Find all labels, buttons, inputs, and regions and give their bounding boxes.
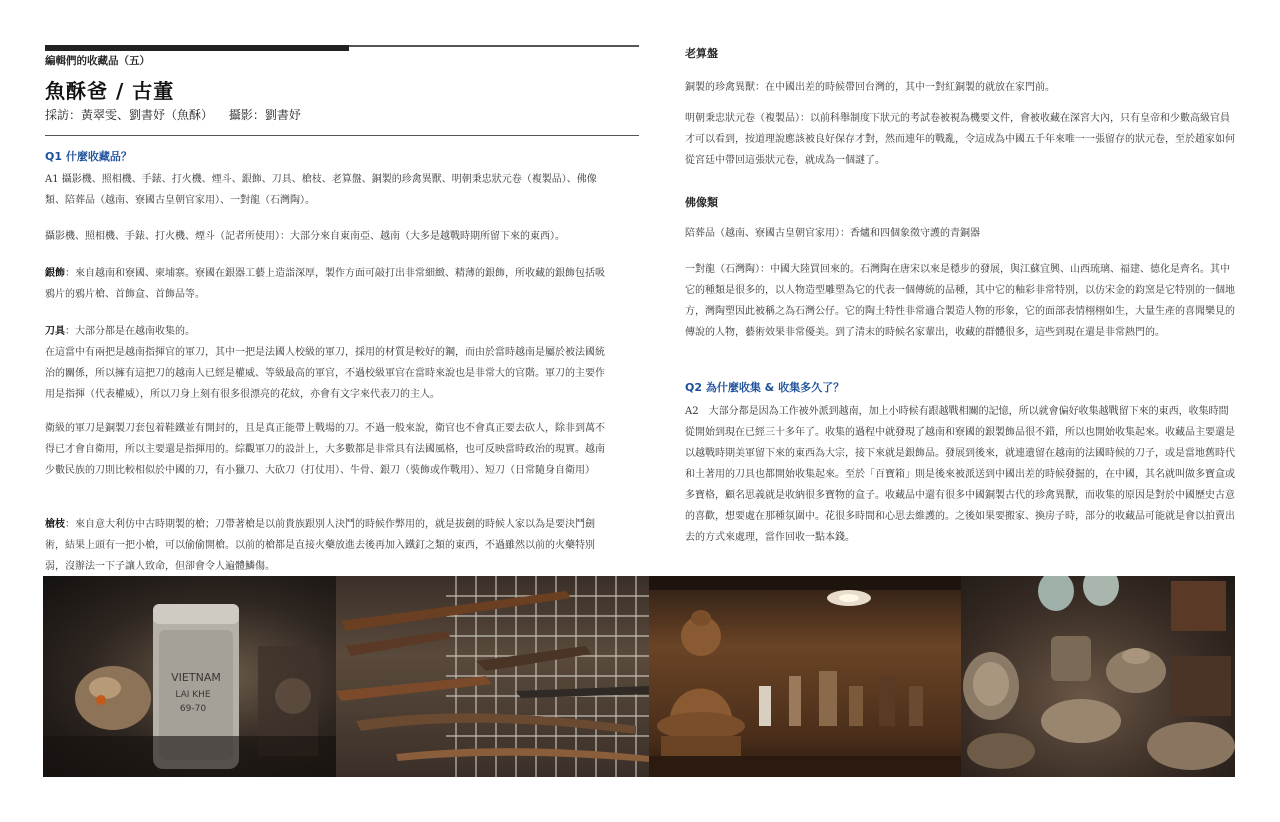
burial-paragraph: 陪葬品（越南、寮國古皇朝官家用）：香爐和四個象徵守護的青銅器	[685, 228, 980, 239]
top-rule-accent	[45, 45, 349, 51]
question-1: Q1 什麼收藏品？	[45, 150, 132, 163]
photo-weapons	[336, 576, 649, 777]
answer-2: A2 大部分都是因為工作被外派到越南，加上小時候有跟越戰相關的記憶，所以就會偏好收集越戰留下來的東西，收集時間從開始到現在已經三十多年了。收集的過程中就發現了越南和寮國的銀製飾品很不錯，所以也開始收集起來。收藏品主要還是以越戰時期美軍留下來的東西為大宗，接下來就是銀飾品。發展到後來，就連遺留在越南的法國時候的刀子，或是當地舊時代和土著用的刀具也都開始收集起來。至於「百寶箱」則是後來被派送到中國出差的時候發掘的，在中國，其名就叫做多寶盒或多寶格，顧名思義就是收納很多寶物的盒子。收藏品中還有很多中國銅製古代的珍禽異獸，而收集的原因是對於中國歷史古意的喜歡，想要處在那種氛圍中。花很多時間和心思去維護的。之後如果要搬家、換房子時，部分的收藏品可能就是會以拍賣出去的方式來處理，當作回收一點本錢。	[685, 406, 1235, 543]
lighter-engraving-1: VIETNAM	[171, 671, 221, 684]
page-title: 魚酥爸 / 古董	[45, 79, 175, 103]
title-divider	[45, 135, 639, 136]
lighter-illustration	[43, 576, 336, 777]
weapons-illustration	[336, 576, 649, 777]
buddha-heading: 佛像類	[685, 196, 718, 209]
silver-text: ：來自越南和寮國、柬埔寨。寮國在銀器工藝上造詣深厚，製作方面可敲打出非常細緻、精薄的銀飾，所收藏的銀飾包括吸鴉片的鴉片槍、首飾盒、首飾品等。	[45, 268, 605, 300]
knife-paragraph-2: 在這當中有兩把是越南指揮官的軍刀，其中一把是法國人校級的軍刀，採用的材質是較好的鋼，而由於當時越南是屬於被法國統治的關係，所以擁有這把刀的越南人已經是權威、等級最高的軍官，不過校級軍官在當時來說也是非常大的官階。軍刀的主要作用是指揮（代表權威），所以刀身上刻有很多很漂亮的花紋，亦會有文字來代表刀的主人。	[45, 347, 605, 400]
photo-buddha	[649, 576, 961, 777]
lighter-engraving-3: 69-70	[179, 704, 207, 714]
abacus-heading: 老算盤	[685, 47, 718, 60]
dragon-paragraph: 一對龍（石灣陶）：中國大陸買回來的。石灣陶在唐宋以來是穩步的發展，與江蘇宜興、山西琉璃、福建、德化是齊名。其中它的種類是很多的，以人物造型雕塑為它的代表一個傳統的品種，其中它的釉彩非常特別，以仿宋金的鈞窯是它特別的一個地方，灣陶塑因此被稱之為石灣公仔。它的陶土特性非常適合製造人物的形象，它的面部表情栩栩如生，大量生產的喜聞樂見的傳說的人物，藝術效果非常優美。到了清末的時候名家輩出，收藏的群體很多，這些到現在還是非常熱門的。	[685, 264, 1235, 338]
camera-paragraph: 攝影機、照相機、手錶、打火機、煙斗（記者所使用）：大部分來自東南亞、越南（大多是越戰時期所留下來的東西）。	[45, 231, 565, 242]
knife-paragraph	[45, 321, 605, 342]
byline-interview: 採訪：黃翠雯、劉書妤（魚酥）	[45, 108, 214, 122]
abacus-paragraph: 銅製的珍禽異獸：在中國出差的時候帶回台灣的，其中一對紅銅製的就放在家門前。	[685, 82, 1055, 93]
question-2: Q2 為什麼收集 & 收集多久了？	[685, 381, 845, 394]
silver-label: 銀飾	[45, 268, 65, 279]
answer-1: A1 攝影機、照相機、手錶、打火機、煙斗、銀飾、刀具、槍枝、老算盤、銅製的珍禽異獸、明朝秉忠狀元卷（複製品）、佛像類、陪葬品（越南、寮國古皇朝官家用）、一對龍（石灣陶）。	[45, 174, 597, 206]
knife-label: 刀具	[45, 326, 65, 337]
photo-lighter	[43, 576, 336, 777]
knife-text: ：大部分都是在越南收集的。	[65, 326, 195, 337]
knife-paragraph-3: 衛級的軍刀是銅製刀套包着鞋鐵並有開封的，且是真正能帶上戰場的刀。不過一般來說，衛官也不會真正要去砍人，除非到萬不得已才會自衛用，所以主要還是指揮用的。綜觀軍刀的設計上，大多數都是非常具有法國風格，也可反映當時政治的現實。越南少數民族的刀則比較相似於中國的刀，有小獵刀、大砍刀（打仗用）、牛骨、銀刀（裝飾或作戰用）、短刀（日常隨身自衛用）	[45, 423, 605, 476]
byline-photo: 攝影：劉書妤	[228, 108, 301, 122]
silver-paragraph	[45, 263, 605, 305]
series-label: 編輯們的收藏品（五）	[45, 55, 150, 67]
scroll-paragraph: 明朝秉忠狀元卷（複製品）：以前科舉制度下狀元的考試卷被視為機要文件，會被收藏在深宮大內，只有皇帝和少數高級官員才可以看到，按道理說應該被良好保存才對，然而連年的戰亂，令這成為中國五千年來唯一一張留存的狀元卷，至於趙家如何從宮廷中帶回這張狀元卷，就成為一個謎了。	[685, 113, 1235, 166]
lighter-engraving-2: LAI KHE	[175, 690, 211, 700]
silver-illustration	[961, 576, 1235, 777]
gun-text: ：來自意大利仿中古時期製的槍；刀帶著槍是以前貴族跟別人決鬥的時候作弊用的，就是拔劍的時候人家以為是要決鬥劍術，結果上頭有一把小槍，可以偷偷開槍。以前的槍都是直接火藥放進去後再加入鐵釘之類的東西，不過雖然以前的火藥特別弱，沒辦法一下子讓人致命，但卻會令人遍體鱗傷。	[45, 519, 595, 572]
photo-silver	[961, 576, 1235, 777]
photo-strip	[43, 576, 1235, 777]
buddha-illustration	[649, 576, 961, 777]
byline	[45, 106, 301, 123]
gun-label: 槍枝	[45, 519, 65, 530]
gun-paragraph	[45, 514, 605, 577]
